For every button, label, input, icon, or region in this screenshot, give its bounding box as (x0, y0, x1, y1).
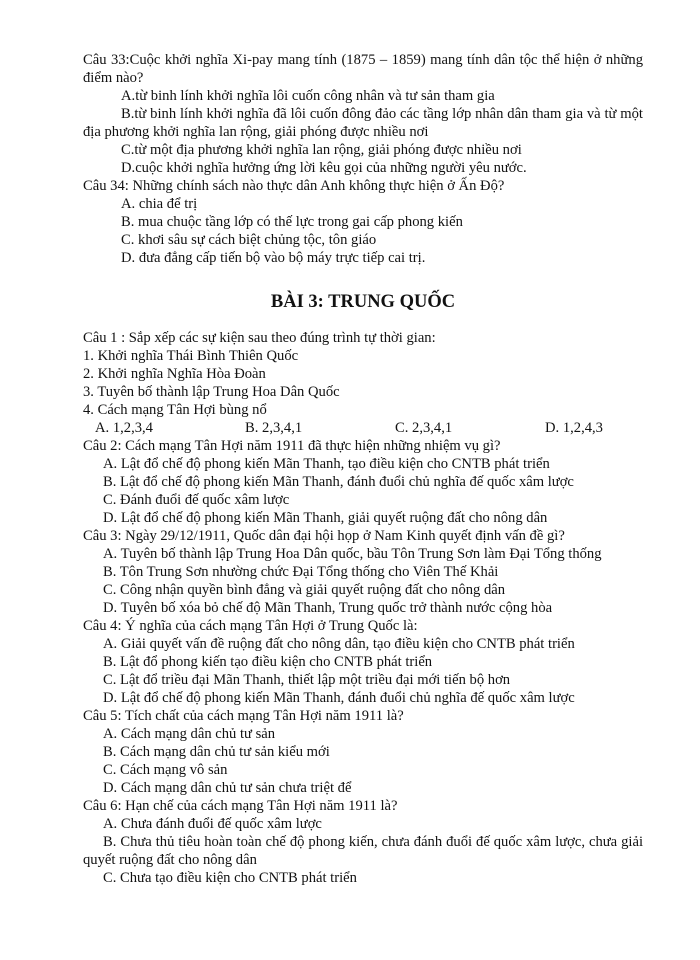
question-5-option-d: D. Cách mạng dân chủ tư sản chưa triệt để (103, 780, 352, 796)
question-6-option-c: C. Chưa tạo điều kiện cho CNTB phát triển (103, 870, 357, 886)
question-34-option-c: C. khơi sâu sự cách biệt chủng tộc, tôn giáo (121, 232, 377, 248)
question-34-option-b: B. mua chuộc tầng lớp có thế lực trong gai cấp phong kiến (121, 214, 463, 230)
question-3-option-a: A. Tuyên bố thành lập Trung Hoa Dân quốc, bầu Tôn Trung Sơn làm Đại Tổng thống (103, 546, 602, 562)
question-4-option-b: B. Lật đổ phong kiến tạo điều kiện cho CNTB phát triển (103, 654, 433, 670)
question-4-option-a: A. Giải quyết vấn đề ruộng đất cho nông dân, tạo điều kiện cho CNTB phát triển (103, 636, 575, 652)
question-6-option-b: B. Chưa thủ tiêu hoàn toàn chế độ phong kiến, chưa đánh đuổi đế quốc xâm lược, chưa giải quyết ruộng đất cho nông dân (83, 834, 643, 868)
question-5-option-a: A. Cách mạng dân chủ tư sản (103, 726, 276, 742)
question-2-text: Câu 2: Cách mạng Tân Hợi năm 1911 đã thực hiện những nhiệm vụ gì? (83, 438, 501, 454)
question-1-options (83, 419, 643, 437)
question-5-option-b: B. Cách mạng dân chủ tư sản kiểu mới (103, 744, 330, 760)
question-2-option-c: C. Đánh đuổi đế quốc xâm lược (103, 492, 290, 508)
question-6-option-a: A. Chưa đánh đuổi đế quốc xâm lược (103, 816, 322, 832)
question-33-option-c: C.từ một địa phương khởi nghĩa lan rộng, giải phóng được nhiều nơi (121, 142, 522, 158)
question-1-text: Câu 1 : Sắp xếp các sự kiện sau theo đúng trình tự thời gian: (83, 330, 436, 346)
question-2-option-b: B. Lật đổ chế độ phong kiến Mãn Thanh, đánh đuổi chủ nghĩa đế quốc xâm lược (103, 474, 574, 490)
question-5-text: Câu 5: Tích chất của cách mạng Tân Hợi năm 1911 là? (83, 708, 404, 724)
question-1-event: 4. Cách mạng Tân Hợi bùng nổ (83, 402, 267, 418)
question-33-option-a: A.từ binh lính khởi nghĩa lôi cuốn công nhân và tư sản tham gia (121, 88, 495, 104)
question-3-text: Câu 3: Ngày 29/12/1911, Quốc dân đại hội họp ở Nam Kinh quyết định vấn đề gì? (83, 528, 565, 544)
question-6-text: Câu 6: Hạn chế của cách mạng Tân Hợi năm 1911 là? (83, 798, 398, 814)
question-2-option-a: A. Lật đổ chế độ phong kiến Mãn Thanh, tạo điều kiện cho CNTB phát triển (103, 456, 550, 472)
question-4-text: Câu 4: Ý nghĩa của cách mạng Tân Hợi ở Trung Quốc là: (83, 618, 418, 634)
question-1-option-a: A. 1,2,3,4 (95, 420, 153, 436)
question-1-option-d: D. 1,2,4,3 (545, 420, 603, 436)
lesson-title: BÀI 3: TRUNG QUỐC (270, 292, 456, 312)
question-33-option-d: D.cuộc khởi nghĩa hưởng ứng lời kêu gọi của những người yêu nước. (121, 160, 527, 176)
question-1-option-c: C. 2,3,4,1 (395, 420, 453, 436)
question-34-text: Câu 34: Những chính sách nào thực dân Anh không thực hiện ở Ấn Độ? (83, 178, 505, 194)
question-3-option-d: D. Tuyên bố xóa bỏ chế độ Mãn Thanh, Trung quốc trở thành nước cộng hòa (103, 600, 553, 616)
question-1-event: 2. Khởi nghĩa Nghĩa Hòa Đoàn (83, 366, 266, 382)
question-4-option-d: D. Lật đổ chế độ phong kiến Mãn Thanh, đánh đuổi chủ nghĩa đế quốc xâm lược (103, 690, 575, 706)
question-3-option-b: B. Tôn Trung Sơn nhường chức Đại Tổng thống cho Viên Thế Khải (103, 564, 499, 580)
question-34-option-a: A. chia để trị (121, 196, 198, 212)
question-1-option-b: B. 2,3,4,1 (245, 420, 303, 436)
question-3-option-c: C. Công nhận quyền bình đẳng và giải quyết ruộng đất cho nông dân (103, 582, 506, 598)
question-5-option-c: C. Cách mạng vô sản (103, 762, 228, 778)
question-4-option-c: C. Lật đổ triều đại Mãn Thanh, thiết lập một triều đại mới tiến bộ hơn (103, 672, 511, 688)
question-33-option-b: B.từ binh lính khởi nghĩa đã lôi cuốn đông đảo các tầng lớp nhân dân tham gia và từ một địa phương khởi nghĩa lan rộng, giải phóng được nhiều nơi (83, 106, 643, 140)
question-33-text: Câu 33:Cuộc khởi nghĩa Xi-pay mang tính (1875 – 1859) mang tính dân tộc thể hiện ở những điểm nào? (83, 52, 643, 86)
question-1-event: 1. Khởi nghĩa Thái Bình Thiên Quốc (83, 348, 299, 364)
question-1-event: 3. Tuyên bố thành lập Trung Hoa Dân Quốc (83, 384, 340, 400)
document-page (83, 51, 643, 887)
question-2-option-d: D. Lật đổ chế độ phong kiến Mãn Thanh, giải quyết ruộng đất cho nông dân (103, 510, 548, 526)
question-34-option-d: D. đưa đẳng cấp tiến bộ vào bộ máy trực tiếp cai trị. (121, 250, 426, 266)
